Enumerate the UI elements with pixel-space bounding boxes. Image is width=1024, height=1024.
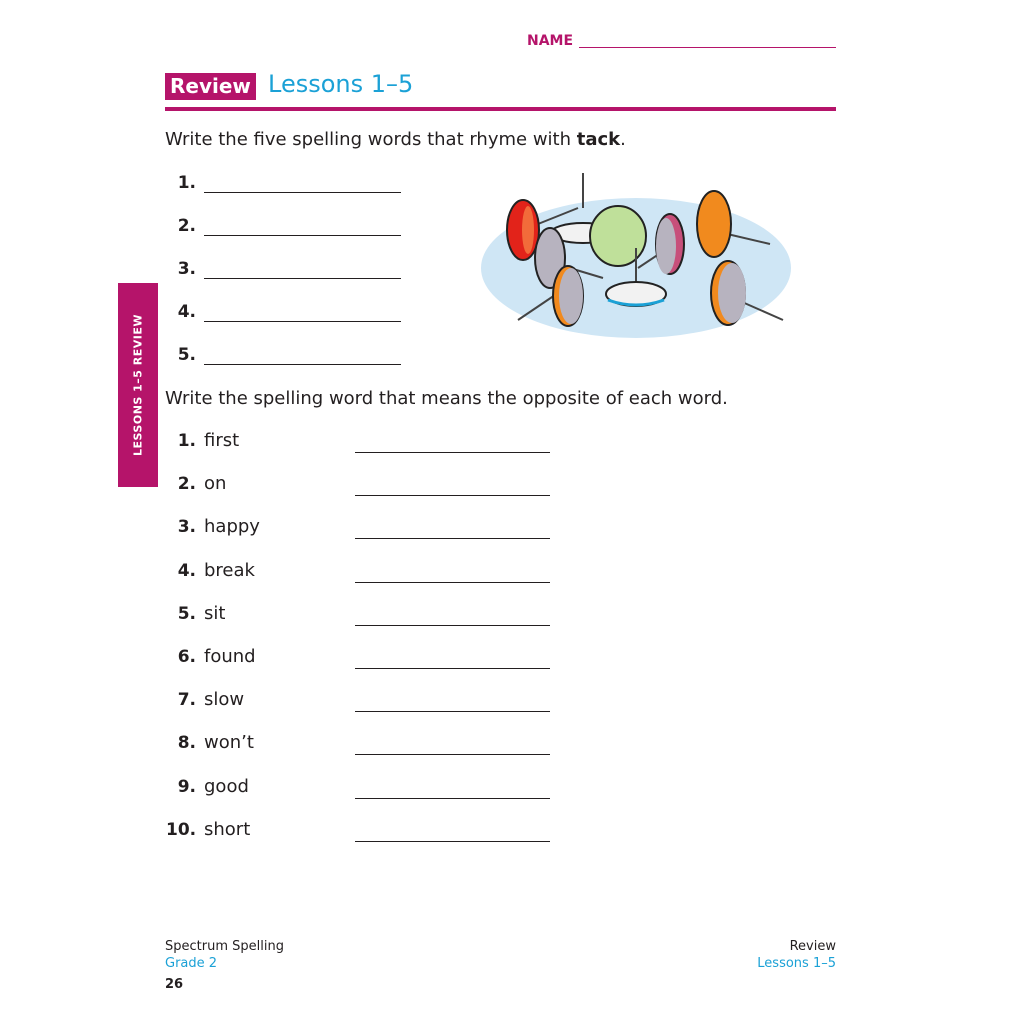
side-tab: [118, 283, 158, 487]
opposite-item-number: 6.: [177, 647, 196, 667]
opposite-item-word: good: [204, 775, 249, 797]
footer-grade: Grade 2: [165, 956, 218, 971]
rhyme-answer-line[interactable]: [204, 277, 401, 279]
thumbtacks-illustration: [478, 168, 798, 338]
rhyme-answer-line[interactable]: [204, 363, 401, 365]
footer-publisher: Spectrum Spelling: [165, 939, 284, 954]
opposite-item-word: happy: [204, 516, 260, 538]
rhyme-target-word: tack: [576, 129, 621, 150]
opposite-answer-line[interactable]: [355, 494, 550, 496]
opposite-item-number: 3.: [177, 517, 196, 538]
opposite-answer-line[interactable]: [355, 624, 550, 626]
page-title: Lessons 1–5: [268, 70, 414, 98]
opposite-item-number: 5.: [177, 603, 196, 624]
rhyme-item-number: 5.: [177, 345, 196, 365]
opposite-instruction: Write the spelling word that means the opposite of each word.: [165, 388, 728, 409]
rhyme-item-number: 1.: [177, 173, 196, 193]
opposite-answer-line[interactable]: [355, 667, 550, 669]
opposite-answer-line[interactable]: [355, 710, 550, 712]
opposite-item-word: found: [204, 646, 256, 667]
name-label: NAME: [527, 33, 574, 49]
footer-lessons: Lessons 1–5: [757, 956, 836, 971]
rhyme-answer-line[interactable]: [204, 191, 401, 193]
opposite-item-number: 10.: [166, 819, 197, 840]
opposite-answer-line[interactable]: [355, 581, 550, 583]
opposite-answer-line[interactable]: [355, 753, 550, 755]
side-tab-label: LESSONS 1–5 REVIEW: [131, 313, 145, 457]
rhyme-answer-line[interactable]: [204, 320, 401, 322]
opposite-item-number: 1.: [177, 431, 196, 451]
opposite-item-number: 8.: [177, 733, 196, 754]
rhyme-instruction: [165, 129, 626, 150]
opposite-item-word: slow: [204, 689, 245, 711]
page-number: 26: [165, 977, 184, 992]
rhyme-answer-line[interactable]: [204, 234, 401, 236]
opposite-item-word: won’t: [204, 732, 254, 754]
opposite-answer-line[interactable]: [355, 451, 550, 453]
rhyme-instruction-end: .: [620, 129, 626, 150]
opposite-answer-line[interactable]: [355, 840, 550, 842]
opposite-item-word: first: [204, 430, 240, 451]
pink-tack-icon: [656, 214, 684, 274]
opposite-item-number: 7.: [177, 690, 196, 711]
review-tag: Review: [165, 73, 256, 100]
opposite-item-number: 4.: [177, 560, 196, 581]
name-line[interactable]: [579, 47, 836, 48]
opposite-answer-line[interactable]: [355, 797, 550, 799]
opposite-item-word: on: [204, 473, 227, 495]
opposite-item-number: 9.: [177, 776, 196, 797]
opposite-item-word: short: [204, 818, 251, 840]
rhyme-instruction-text: Write the five spelling words that rhyme with: [165, 129, 577, 150]
rhyme-item-number: 4.: [177, 302, 196, 322]
footer-section: Review: [789, 939, 836, 954]
opposite-item-number: 2.: [177, 474, 196, 495]
opposite-item-word: break: [204, 559, 255, 581]
opposite-item-word: sit: [204, 602, 226, 624]
rhyme-item-number: 2.: [177, 216, 196, 236]
opposite-answer-line[interactable]: [355, 537, 550, 539]
rhyme-item-number: 3.: [177, 259, 196, 279]
title-rule: [165, 107, 836, 111]
